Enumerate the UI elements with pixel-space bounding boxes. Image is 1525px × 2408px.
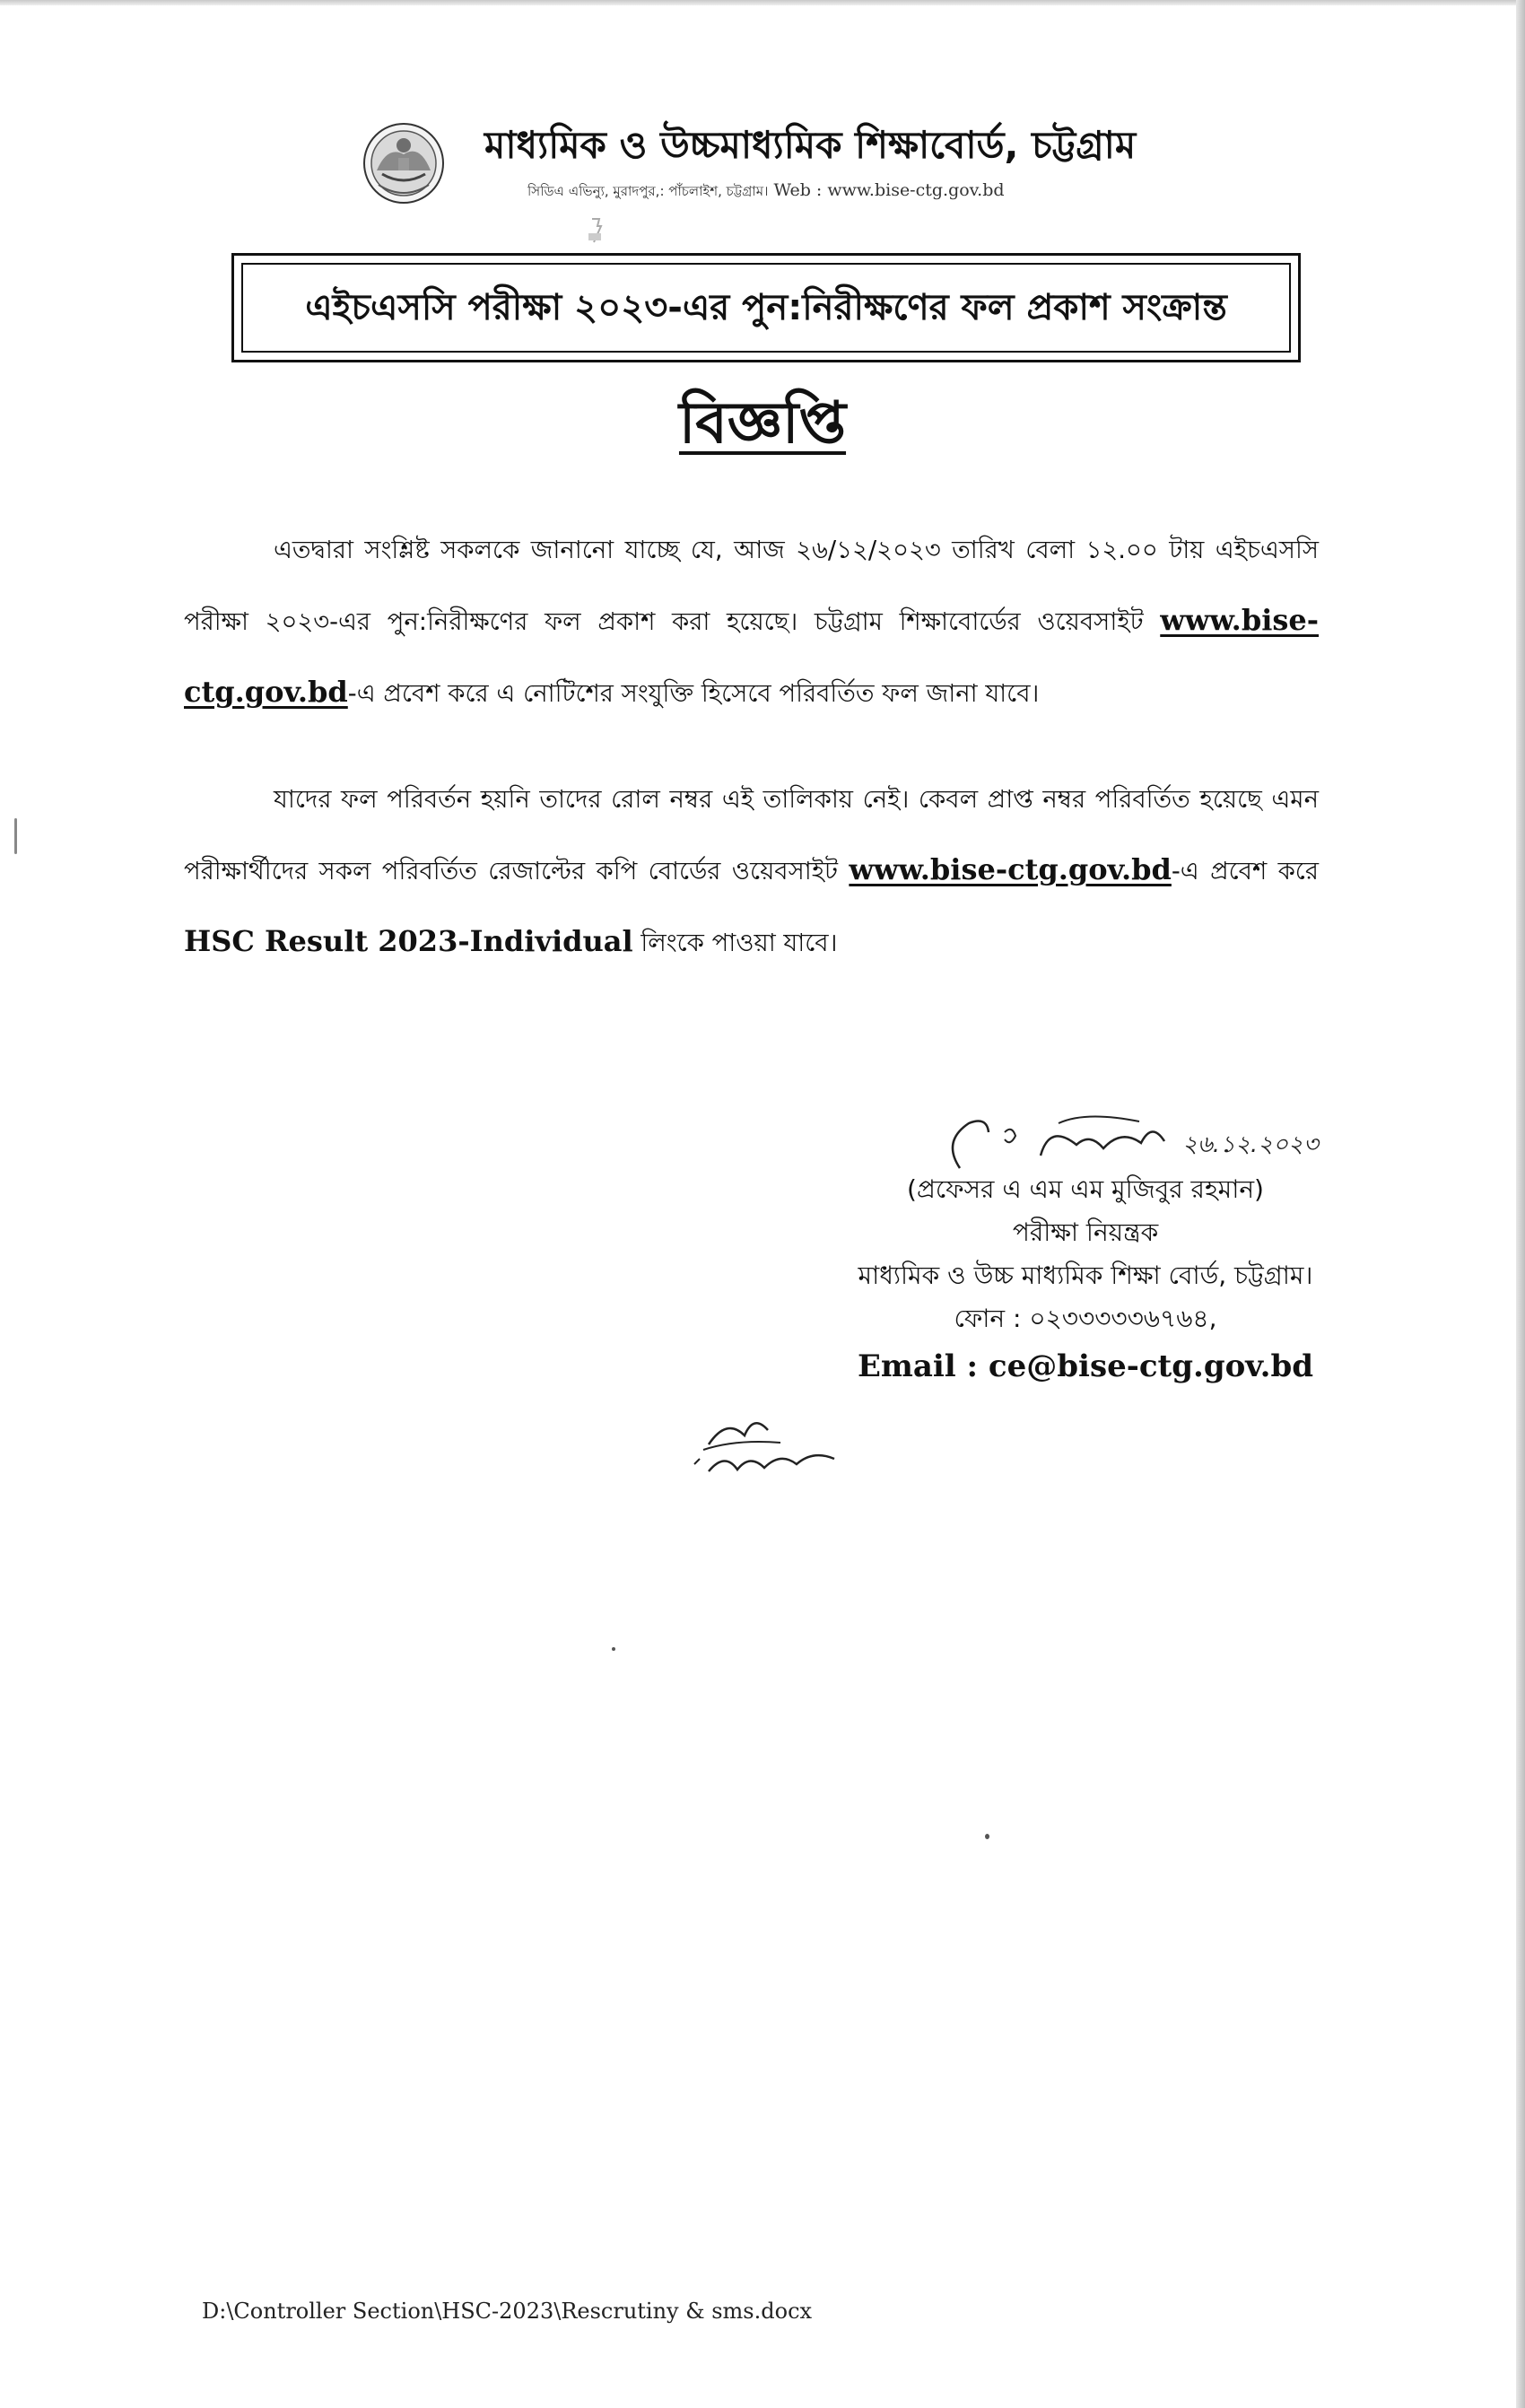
handwritten-initials — [682, 1400, 861, 1489]
board-address — [527, 178, 1245, 204]
scan-speck — [612, 1647, 615, 1651]
board-logo-icon — [361, 118, 447, 208]
address-bangla: সিডিএ এভিন্যু, মুরাদপুর,: পাঁচলাইশ, চট্টগ্রাম। — [527, 183, 769, 199]
signatory-name: (প্রফেসর এ এম এম মুজিবুর রহমান) — [907, 1174, 1264, 1204]
result-link-name: HSC Result 2023-Individual — [184, 924, 633, 958]
signatory-phone: ফোন : ০২৩৩৩৩৩৬৭৬৪, — [954, 1304, 1217, 1333]
scan-edge-right — [1516, 0, 1525, 2408]
paragraph-1 — [184, 515, 1319, 729]
notice-title: এইচএসসি পরীক্ষা ২০২৩-এর পুন:নিরীক্ষণের ফল প্রকাশ সংক্রান্ত — [305, 287, 1227, 328]
file-path-footer: D:\Controller Section\HSC-2023\Rescrutiny & sms.docx — [202, 2299, 813, 2324]
paragraph-2-text-c: লিংকে পাওয়া যাবে। — [632, 929, 838, 957]
scan-edge-top — [0, 0, 1525, 5]
signatory-email: Email : ce@bise-ctg.gov.bd — [857, 1348, 1314, 1384]
signatory-designation: পরীক্ষা নিয়ন্ত্রক — [1012, 1217, 1159, 1247]
website-link[interactable]: www.bise-ctg.gov.bd — [184, 603, 1319, 709]
handwritten-date: ২৬.১২.২০২৩ — [1182, 1131, 1319, 1158]
scan-speck — [14, 818, 17, 854]
paragraph-2-text-a: যাদের ফল পরিবর্তন হয়নি তাদের রোল নম্বর এই তালিকায় নেই। কেবল প্রাপ্ত নম্বর পরিবর্তিত হয়েছে এমন পরীক্ষার্থীদের সকল পরিবর্তিত রেজাল্টের কপি বোর্ডের ওয়েবসাইট — [184, 785, 1319, 886]
paragraph-1-text-b: -এ প্রবেশ করে এ নোটিশের সংযুক্তি হিসেবে পরিবর্তিত ফল জানা যাবে। — [347, 679, 1040, 708]
paragraph-1-text-a: এতদ্বারা সংশ্লিষ্ট সকলকে জানানো যাচ্ছে যে, আজ ২৬/১২/২০২৩ তারিখ বেলা ১২.০০ টায় এইচএসসি পরীক্ষা ২০২৩-এর পুন:নিরীক্ষণের ফল প্রকাশ করা হয়েছে। চট্টগ্রাম শিক্ষাবোর্ডের ওয়েবসাইট — [184, 536, 1319, 636]
signatory-organization: মাধ্যমিক ও উচ্চ মাধ্যমিক শিক্ষা বোর্ড, চট্টগ্রাম। — [858, 1261, 1313, 1290]
title-box-inner — [241, 263, 1291, 353]
title-box — [231, 253, 1301, 362]
handwritten-signature — [933, 1105, 1399, 1177]
notice-heading-text: বিজ্ঞপ্তি — [678, 390, 847, 457]
scan-speck — [985, 1834, 989, 1839]
paragraph-2 — [184, 764, 1319, 978]
notice-heading — [0, 386, 1525, 461]
address-web: Web : www.bise-ctg.gov.bd — [768, 180, 1005, 200]
signature-block — [771, 1168, 1399, 1392]
paragraph-2-text-b: -এ প্রবেশ করে — [1171, 857, 1319, 886]
board-name: মাধ্যমিক ও উচ্চমাধ্যমিক শিক্ষাবোর্ড, চট্টগ্রাম — [484, 123, 1137, 167]
scan-mark-icon — [587, 215, 606, 246]
website-link[interactable]: www.bise-ctg.gov.bd — [849, 852, 1172, 886]
